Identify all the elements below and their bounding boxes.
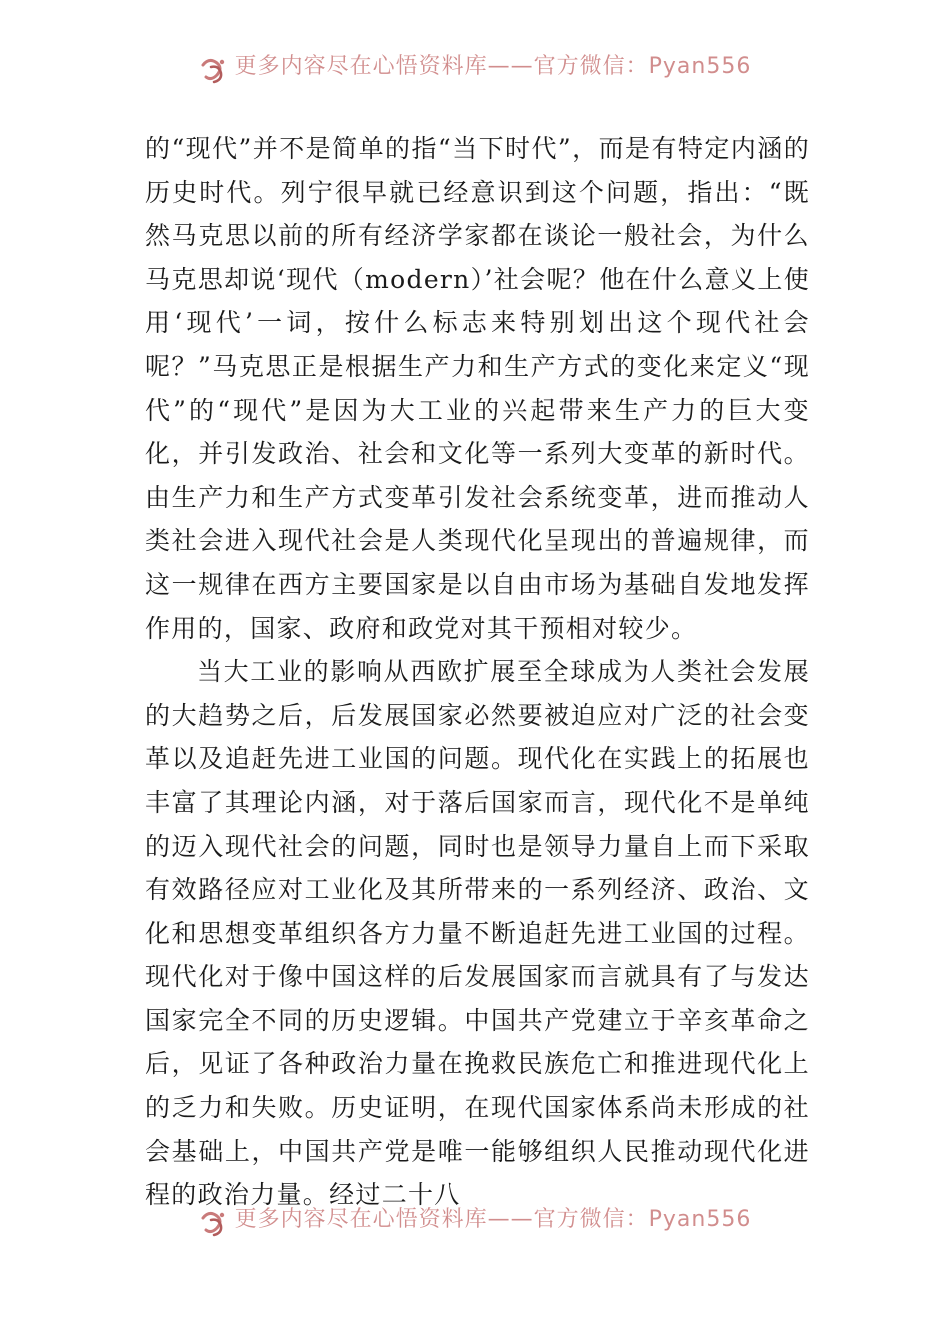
watermark-text: 更多内容尽在心悟资料库——官方微信：Pyan556	[234, 1206, 752, 1232]
footer-watermark	[0, 1203, 950, 1243]
watermark-text: 更多内容尽在心悟资料库——官方微信：Pyan556	[234, 53, 752, 79]
document-body	[145, 127, 810, 1217]
paragraph-continued: 的“现代”并不是简单的指“当下时代”，而是有特定内涵的历史时代。列宁很早就已经意识到这个问题，指出：“既然马克思以前的所有经济学家都在谈论一般社会，为什么马克思却说‘现代（modern）’社会呢？他在什么意义上使用‘现代’一词，按什么标志来特别划出这个现代社会呢？”马克思正是根据生产力和生产方式的变化来定义“现代”的“现代”是因为大工业的兴起带来生产力的巨大变化，并引发政治、社会和文化等一系列大变革的新时代。由生产力和生产方式变革引发社会系统变革，进而推动人类社会进入现代社会是人类现代化呈现出的普遍规律，而这一规律在西方主要国家是以自由市场为基础自发地发挥作用的，国家、政府和政党对其干预相对较少。	[145, 134, 810, 643]
header-watermark	[0, 50, 950, 90]
logo-mark-icon	[199, 55, 229, 85]
logo-mark-icon	[199, 1208, 229, 1238]
paragraph: 当大工业的影响从西欧扩展至全球成为人类社会发展的大趋势之后，后发展国家必然要被迫应对广泛的社会变革以及追赶先进工业国的问题。现代化在实践上的拓展也丰富了其理论内涵，对于落后国家而言，现代化不是单纯的迈入现代社会的问题，同时也是领导力量自上而下采取有效路径应对工业化及其所带来的一系列经济、政治、文化和思想变革组织各方力量不断追赶先进工业国的过程。现代化对于像中国这样的后发展国家而言就具有了与发达国家完全不同的历史逻辑。中国共产党建立于辛亥革命之后，见证了各种政治力量在挽救民族危亡和推进现代化上的乏力和失败。历史证明，在现代国家体系尚未形成的社会基础上，中国共产党是唯一能够组织人民推动现代化进程的政治力量。经过二十八	[145, 657, 810, 1210]
